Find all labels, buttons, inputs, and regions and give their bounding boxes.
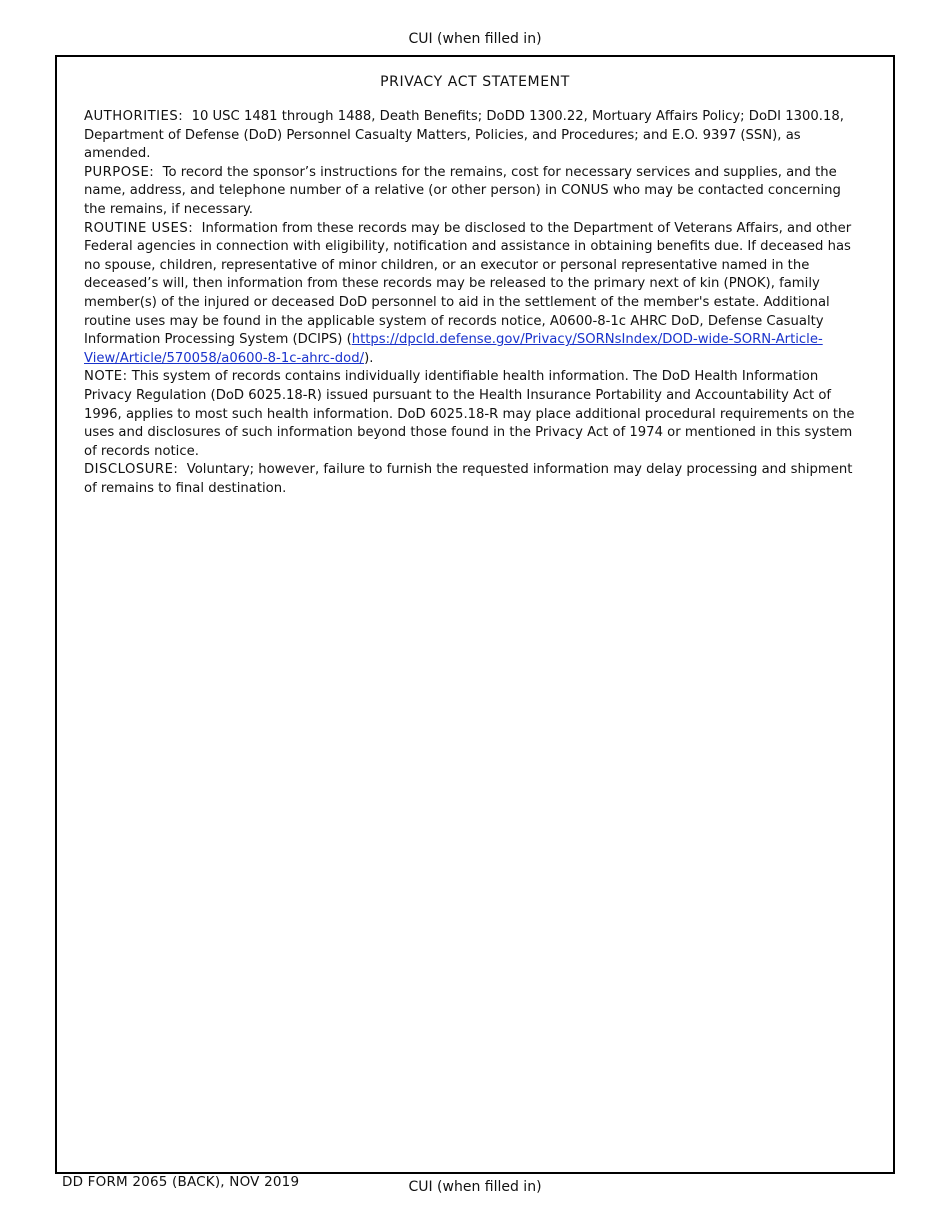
disclosure-text: Voluntary; however, failure to furnish the requested information may delay processing and shipment of remains to final destination. [84,462,853,496]
statement-body [84,108,866,498]
disclosure-paragraph [84,461,866,498]
purpose-label: PURPOSE: [84,164,155,180]
privacy-act-statement-box [55,55,895,1174]
authorities-label: AUTHORITIES: [84,109,184,124]
cui-marking-top: CUI (when filled in) [408,31,542,47]
note-label: NOTE: [84,369,128,385]
routine-uses-paragraph [84,220,866,369]
note-text: This system of records contains individually identifiable health information. The DoD Health Information Privacy Regulation (DoD 6025.18-R) issued pursuant to the Health Insurance Portability and Accountability Act of 1996, applies to most such health information. DoD 6025.18-R may place additional procedural requirements on the uses and disclosures of such information beyond those found in the Privacy Act of 1974 or mentioned in this system of records notice. [84,369,855,459]
purpose-text: To record the sponsor’s instructions for the remains, cost for necessary services and supplies, and the name, address, and telephone number of a relative (or other person) in CONUS who may be contacted concerning the remains, if necessary. [84,164,841,217]
routine-uses-label: ROUTINE USES: [84,220,194,236]
note-paragraph [84,368,866,461]
routine-uses-closing: ). [364,350,374,366]
disclosure-label: DISCLOSURE: [84,462,179,478]
section-title: PRIVACY ACT STATEMENT [380,74,570,90]
authorities-paragraph [84,108,866,164]
purpose-paragraph [84,164,866,220]
authorities-text: 10 USC 1481 through 1488, Death Benefits; DoDD 1300.22, Mortuary Affairs Policy; DoDI 1300.18, Department of Defense (DoD) Personnel Casualty Matters, Policies, and Procedures; and E.O. 9397 (SSN), as amended. [84,109,844,162]
form-identifier: DD FORM 2065 (BACK), NOV 2019 [62,1174,300,1190]
routine-uses-text: Information from these records may be disclosed to the Department of Veterans Affairs, and other Federal agencies in connection with eligibility, notification and assistance in obtaining benefits due. If deceased has no spouse, children, representative of minor children, or an executor or personal representative named in the deceased’s will, then information from these records may be released to the primary next of kin (PNOK), family member(s) of the injured or deceased DoD personnel to aid in the settlement of the member's estate. Additional routine uses may be found in the applicable system of records notice, A0600-8-1c AHRC DoD, Defense Casualty Information Processing System (DCIPS) ( [84,220,852,348]
sorn-link[interactable]: https://dpcld.defense.gov/Privacy/SORNsIndex/DOD-wide-SORN-Article-View/Article/570058/a0600-8-1c-ahrc-dod/ [84,332,823,366]
cui-marking-bottom: CUI (when filled in) [408,1179,542,1195]
